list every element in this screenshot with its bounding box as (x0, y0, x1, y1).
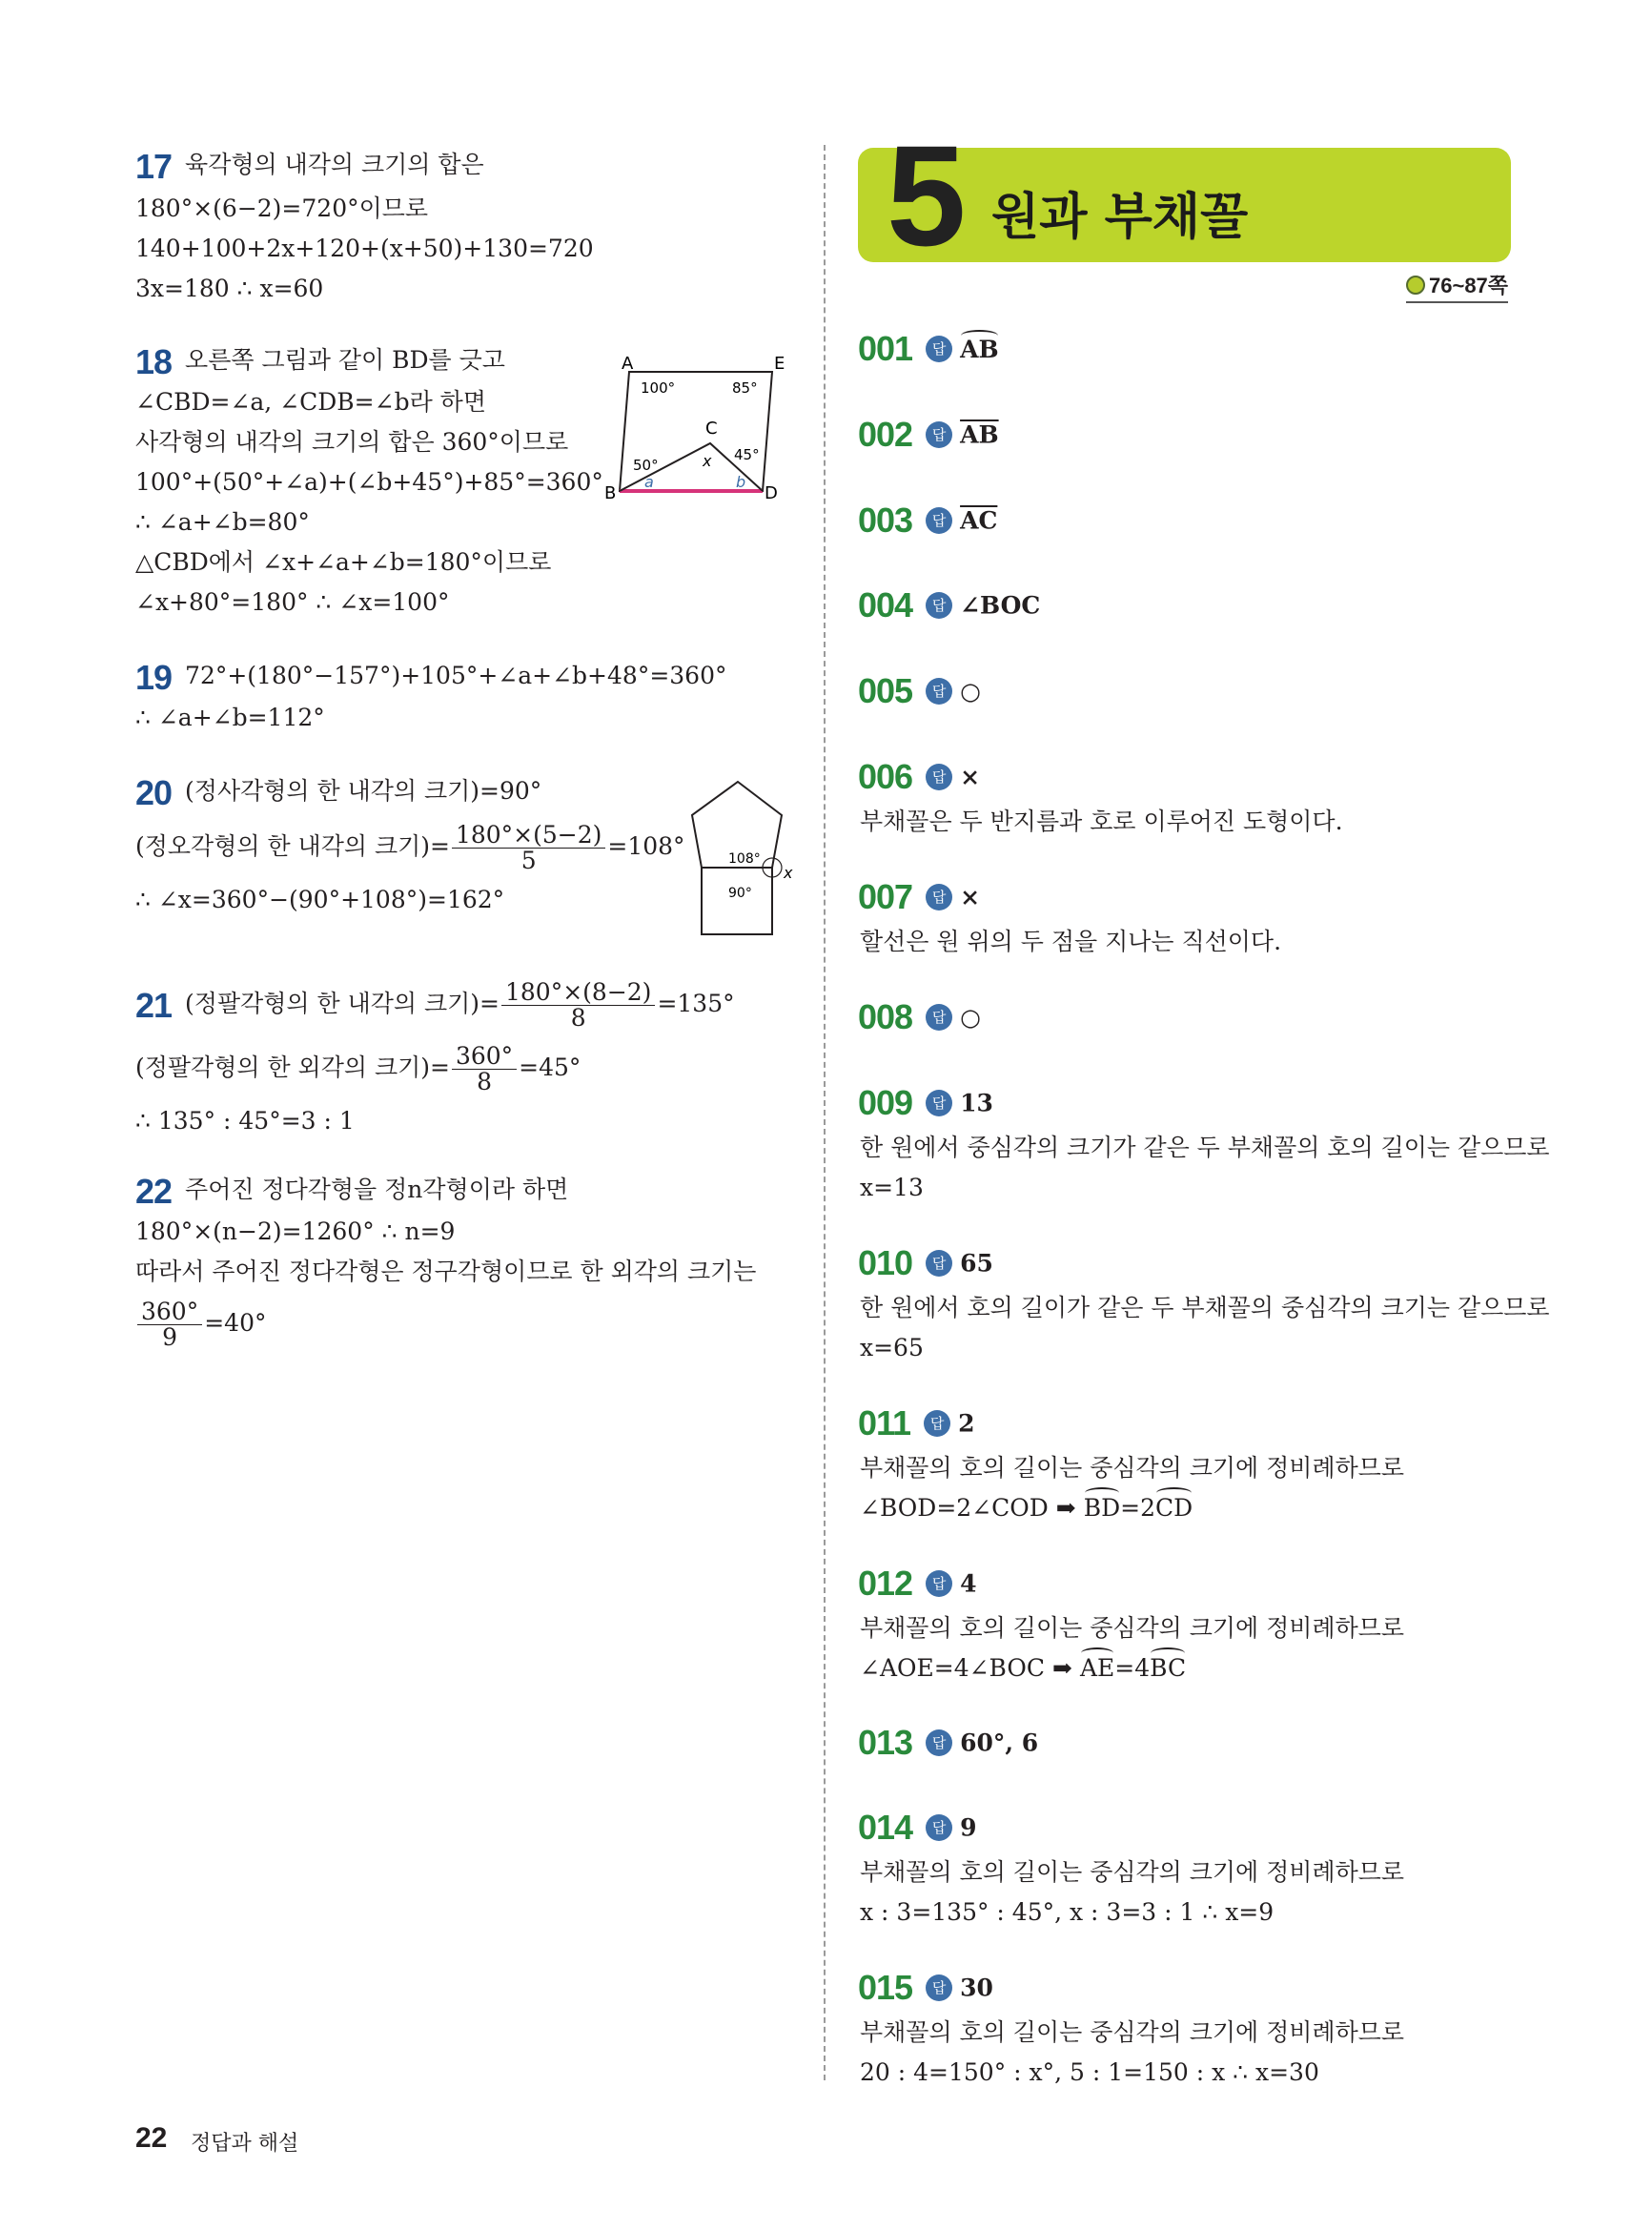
q19-line: ∴ ∠a+∠b=112° (135, 704, 325, 731)
fig-label-A: A (622, 354, 634, 374)
footer-label: 정답과 해설 (191, 2132, 299, 2156)
answer-equation (860, 1653, 1186, 1684)
q20-number: 20 (135, 772, 173, 812)
answer-explanation: 부채꼴의 호의 길이는 중심각의 크기에 정비례하므로 (860, 1614, 1405, 1642)
answer-item (858, 1808, 976, 1848)
answer-value: × (960, 883, 981, 911)
fraction-numerator: 360° (452, 1044, 517, 1070)
page-range (1406, 270, 1508, 303)
q22-line: 따라서 주어진 정다각형은 정구각형이므로 한 외각의 크기는 (135, 1258, 757, 1285)
answer-item (858, 585, 1040, 625)
answer-badge-icon: 답 (926, 507, 952, 534)
fraction-denominator: 9 (162, 1323, 178, 1351)
answer-badge-icon: 답 (926, 1814, 952, 1841)
answer-badge-icon: 답 (926, 1729, 952, 1756)
answer-explanation: x=65 (860, 1334, 924, 1361)
answer-value: $\overline{AC}$ (960, 506, 998, 535)
answer-number: 001 (858, 329, 913, 368)
answer-item (858, 329, 999, 369)
answer-badge-icon: 답 (926, 1570, 952, 1597)
answer-explanation: 부채꼴의 호의 길이는 중심각의 크기에 정비례하므로 (860, 2018, 1405, 2046)
answer-value: 4 (960, 1569, 977, 1598)
equation-part: =2 (1120, 1494, 1156, 1522)
fraction-denominator: 8 (477, 1068, 493, 1095)
answer-value: × (960, 763, 981, 791)
q18-number: 18 (135, 341, 173, 381)
answer-number: 006 (858, 757, 913, 796)
answer-number: 015 (858, 1968, 913, 2007)
fraction-denominator: 5 (520, 847, 537, 874)
q18-line: 오른쪽 그림과 같이 BD를 긋고 (185, 346, 505, 374)
arrow-icon: ➡ (1055, 1494, 1076, 1522)
answer-badge-icon: 답 (926, 1004, 952, 1031)
q19-line: 72°+(180°−157°)+105°+∠a+∠b+48°=360° (185, 662, 727, 689)
q21-line: =135° (657, 990, 735, 1017)
answer-value: 30 (960, 1974, 993, 2002)
equation-part: AE (1079, 1654, 1115, 1682)
answer-item (858, 501, 997, 541)
answer-badge-icon: 답 (926, 1974, 952, 2001)
answer-badge-icon: 답 (924, 1410, 950, 1437)
q18-line: △CBD에서 ∠x+∠a+∠b=180°이므로 (135, 548, 552, 576)
fig-angle-x: x (703, 452, 712, 470)
fig-angle-x: x (784, 864, 793, 882)
answer-number: 002 (858, 415, 913, 454)
page-number: 22 (135, 2122, 168, 2154)
q17-line: 육각형의 내각의 크기의 합은 (185, 151, 484, 178)
answer-badge-icon: 답 (926, 421, 952, 448)
q19-number: 19 (135, 657, 173, 697)
q22-line: 180°×(n−2)=1260° ∴ n=9 (135, 1217, 456, 1245)
q17-number: 17 (135, 146, 173, 186)
page-range-text: 76~87쪽 (1429, 274, 1509, 297)
answer-explanation: 부채꼴의 호의 길이는 중심각의 크기에 정비례하므로 (860, 1858, 1405, 1886)
answer-explanation: 부채꼴의 호의 길이는 중심각의 크기에 정비례하므로 (860, 1454, 1405, 1482)
equation-part: ∠AOE=4∠BOC (860, 1654, 1046, 1682)
fig-label-D: D (765, 483, 778, 501)
answer-item (858, 1564, 976, 1604)
fraction-denominator: 8 (570, 1004, 586, 1032)
equation-part: CD (1155, 1494, 1193, 1522)
q18-line: 사각형의 내각의 크기의 합은 360°이므로 (135, 428, 569, 456)
answer-item (858, 1083, 993, 1123)
answer-number: 007 (858, 877, 913, 916)
answer-badge-icon: 답 (926, 678, 952, 705)
answer-explanation: x=13 (860, 1174, 924, 1201)
fig-label-C: C (705, 419, 718, 439)
page-range-icon (1406, 276, 1425, 295)
fig-angle-100: 100° (641, 379, 676, 397)
answer-value: 65 (960, 1249, 993, 1278)
fig-angle-45: 45° (734, 446, 760, 463)
fig-angle-50: 50° (633, 457, 659, 474)
fraction-numerator: 180°×(5−2) (452, 823, 605, 849)
answer-item (858, 1403, 974, 1443)
q18-line: 100°+(50°+∠a)+(∠b+45°)+85°=360° (135, 468, 603, 496)
q17-line: 140+100+2x+120+(x+50)+130=720 (135, 235, 594, 262)
fraction-numerator: 360° (137, 1299, 202, 1325)
answer-explanation: 20 : 4=150° : x°, 5 : 1=150 : x ∴ x=30 (860, 2058, 1319, 2086)
answer-badge-icon: 답 (926, 592, 952, 619)
q21-line: ∴ 135° : 45°=3 : 1 (135, 1107, 355, 1135)
q20-line: =108° (607, 832, 685, 860)
fig-angle-a: a (644, 473, 654, 491)
answer-explanation: 할선은 원 위의 두 점을 지나는 직선이다. (860, 928, 1282, 955)
fig-angle-b: b (736, 473, 746, 491)
pentagon-square-figure (679, 777, 803, 939)
q20-line: ∴ ∠x=360°−(90°+108°)=162° (135, 886, 505, 913)
answer-number: 004 (858, 585, 913, 624)
q21-line: (정팔각형의 한 내각의 크기)= (185, 990, 500, 1017)
answer-equation (860, 1493, 1193, 1524)
answer-value: 60°, 6 (960, 1729, 1039, 1757)
fig-angle-108: 108° (728, 851, 761, 867)
answer-value: ○ (960, 677, 981, 706)
q18-line: ∠CBD=∠a, ∠CDB=∠b라 하면 (135, 388, 486, 416)
fig-label-B: B (604, 483, 617, 501)
q17-line: 180°×(6−2)=720°이므로 (135, 194, 429, 222)
q22-line: 주어진 정다각형을 정n각형이라 하면 (185, 1176, 569, 1203)
answer-item (858, 415, 999, 455)
answer-explanation: 한 원에서 호의 길이가 같은 두 부채꼴의 중심각의 크기는 같으므로 (860, 1294, 1550, 1321)
answer-value: 13 (960, 1089, 993, 1117)
answer-value: ∠BOC (960, 591, 1041, 620)
answer-item (858, 757, 980, 797)
answer-value: 9 (960, 1813, 977, 1842)
answer-item (858, 1968, 993, 2008)
fraction (137, 1299, 202, 1350)
answer-explanation: 부채꼴은 두 반지름과 호로 이루어진 도형이다. (860, 808, 1343, 835)
answer-value: ○ (960, 1003, 981, 1032)
chapter-number: 5 (887, 115, 967, 276)
answer-number: 014 (858, 1808, 913, 1847)
q22-number: 22 (135, 1171, 173, 1211)
answer-number: 012 (858, 1564, 913, 1603)
answer-value: 2 (958, 1409, 975, 1438)
equation-part: =4 (1114, 1654, 1151, 1682)
answer-number: 008 (858, 997, 913, 1036)
q20-line: (정오각형의 한 내각의 크기)= (135, 832, 450, 860)
answer-badge-icon: 답 (926, 1250, 952, 1277)
q21-line: =45° (519, 1054, 581, 1081)
answer-number: 013 (858, 1723, 913, 1762)
answer-value: AB (960, 335, 999, 363)
answer-number: 003 (858, 501, 913, 540)
answer-explanation: x : 3=135° : 45°, x : 3=3 : 1 ∴ x=9 (860, 1898, 1275, 1926)
answer-number: 010 (858, 1243, 913, 1282)
q22-line: =40° (204, 1309, 267, 1337)
fig-label-E: E (774, 354, 785, 374)
column-divider (824, 145, 826, 2080)
equation-part: BC (1150, 1654, 1187, 1682)
answer-badge-icon: 답 (926, 764, 952, 790)
q20-line: (정사각형의 한 내각의 크기)=90° (185, 777, 542, 805)
arrow-icon: ➡ (1052, 1654, 1072, 1682)
chapter-title: 원과 부채꼴 (991, 189, 1249, 246)
q17-line: 3x=180 ∴ x=60 (135, 275, 324, 302)
fraction (452, 1044, 517, 1095)
fraction (452, 823, 605, 873)
fig-angle-90: 90° (728, 886, 752, 901)
fraction (501, 980, 655, 1031)
fig-angle-85: 85° (732, 379, 758, 397)
q21-number: 21 (135, 985, 173, 1025)
answer-item (858, 1723, 1038, 1763)
fraction-numerator: 180°×(8−2) (501, 980, 655, 1006)
answer-item (858, 877, 980, 917)
q21-line: (정팔각형의 한 외각의 크기)= (135, 1054, 450, 1081)
answer-item (858, 671, 981, 711)
equation-part: BD (1083, 1494, 1121, 1522)
q18-line: ∠x+80°=180° ∴ ∠x=100° (135, 588, 450, 616)
answer-explanation: 한 원에서 중심각의 크기가 같은 두 부채꼴의 호의 길이는 같으므로 (860, 1134, 1550, 1161)
answer-value: $\overline{AB}$ (960, 420, 999, 449)
answer-number: 011 (858, 1403, 911, 1442)
answer-item (858, 1243, 993, 1283)
answer-number: 005 (858, 671, 913, 710)
answer-number: 009 (858, 1083, 913, 1122)
equation-part: ∠BOD=2∠COD (860, 1494, 1049, 1522)
answer-badge-icon: 답 (926, 336, 952, 362)
answer-badge-icon: 답 (926, 1090, 952, 1116)
q18-line: ∴ ∠a+∠b=80° (135, 508, 310, 536)
answer-item (858, 997, 981, 1037)
answer-badge-icon: 답 (926, 884, 952, 910)
quadrilateral-figure (601, 348, 791, 501)
